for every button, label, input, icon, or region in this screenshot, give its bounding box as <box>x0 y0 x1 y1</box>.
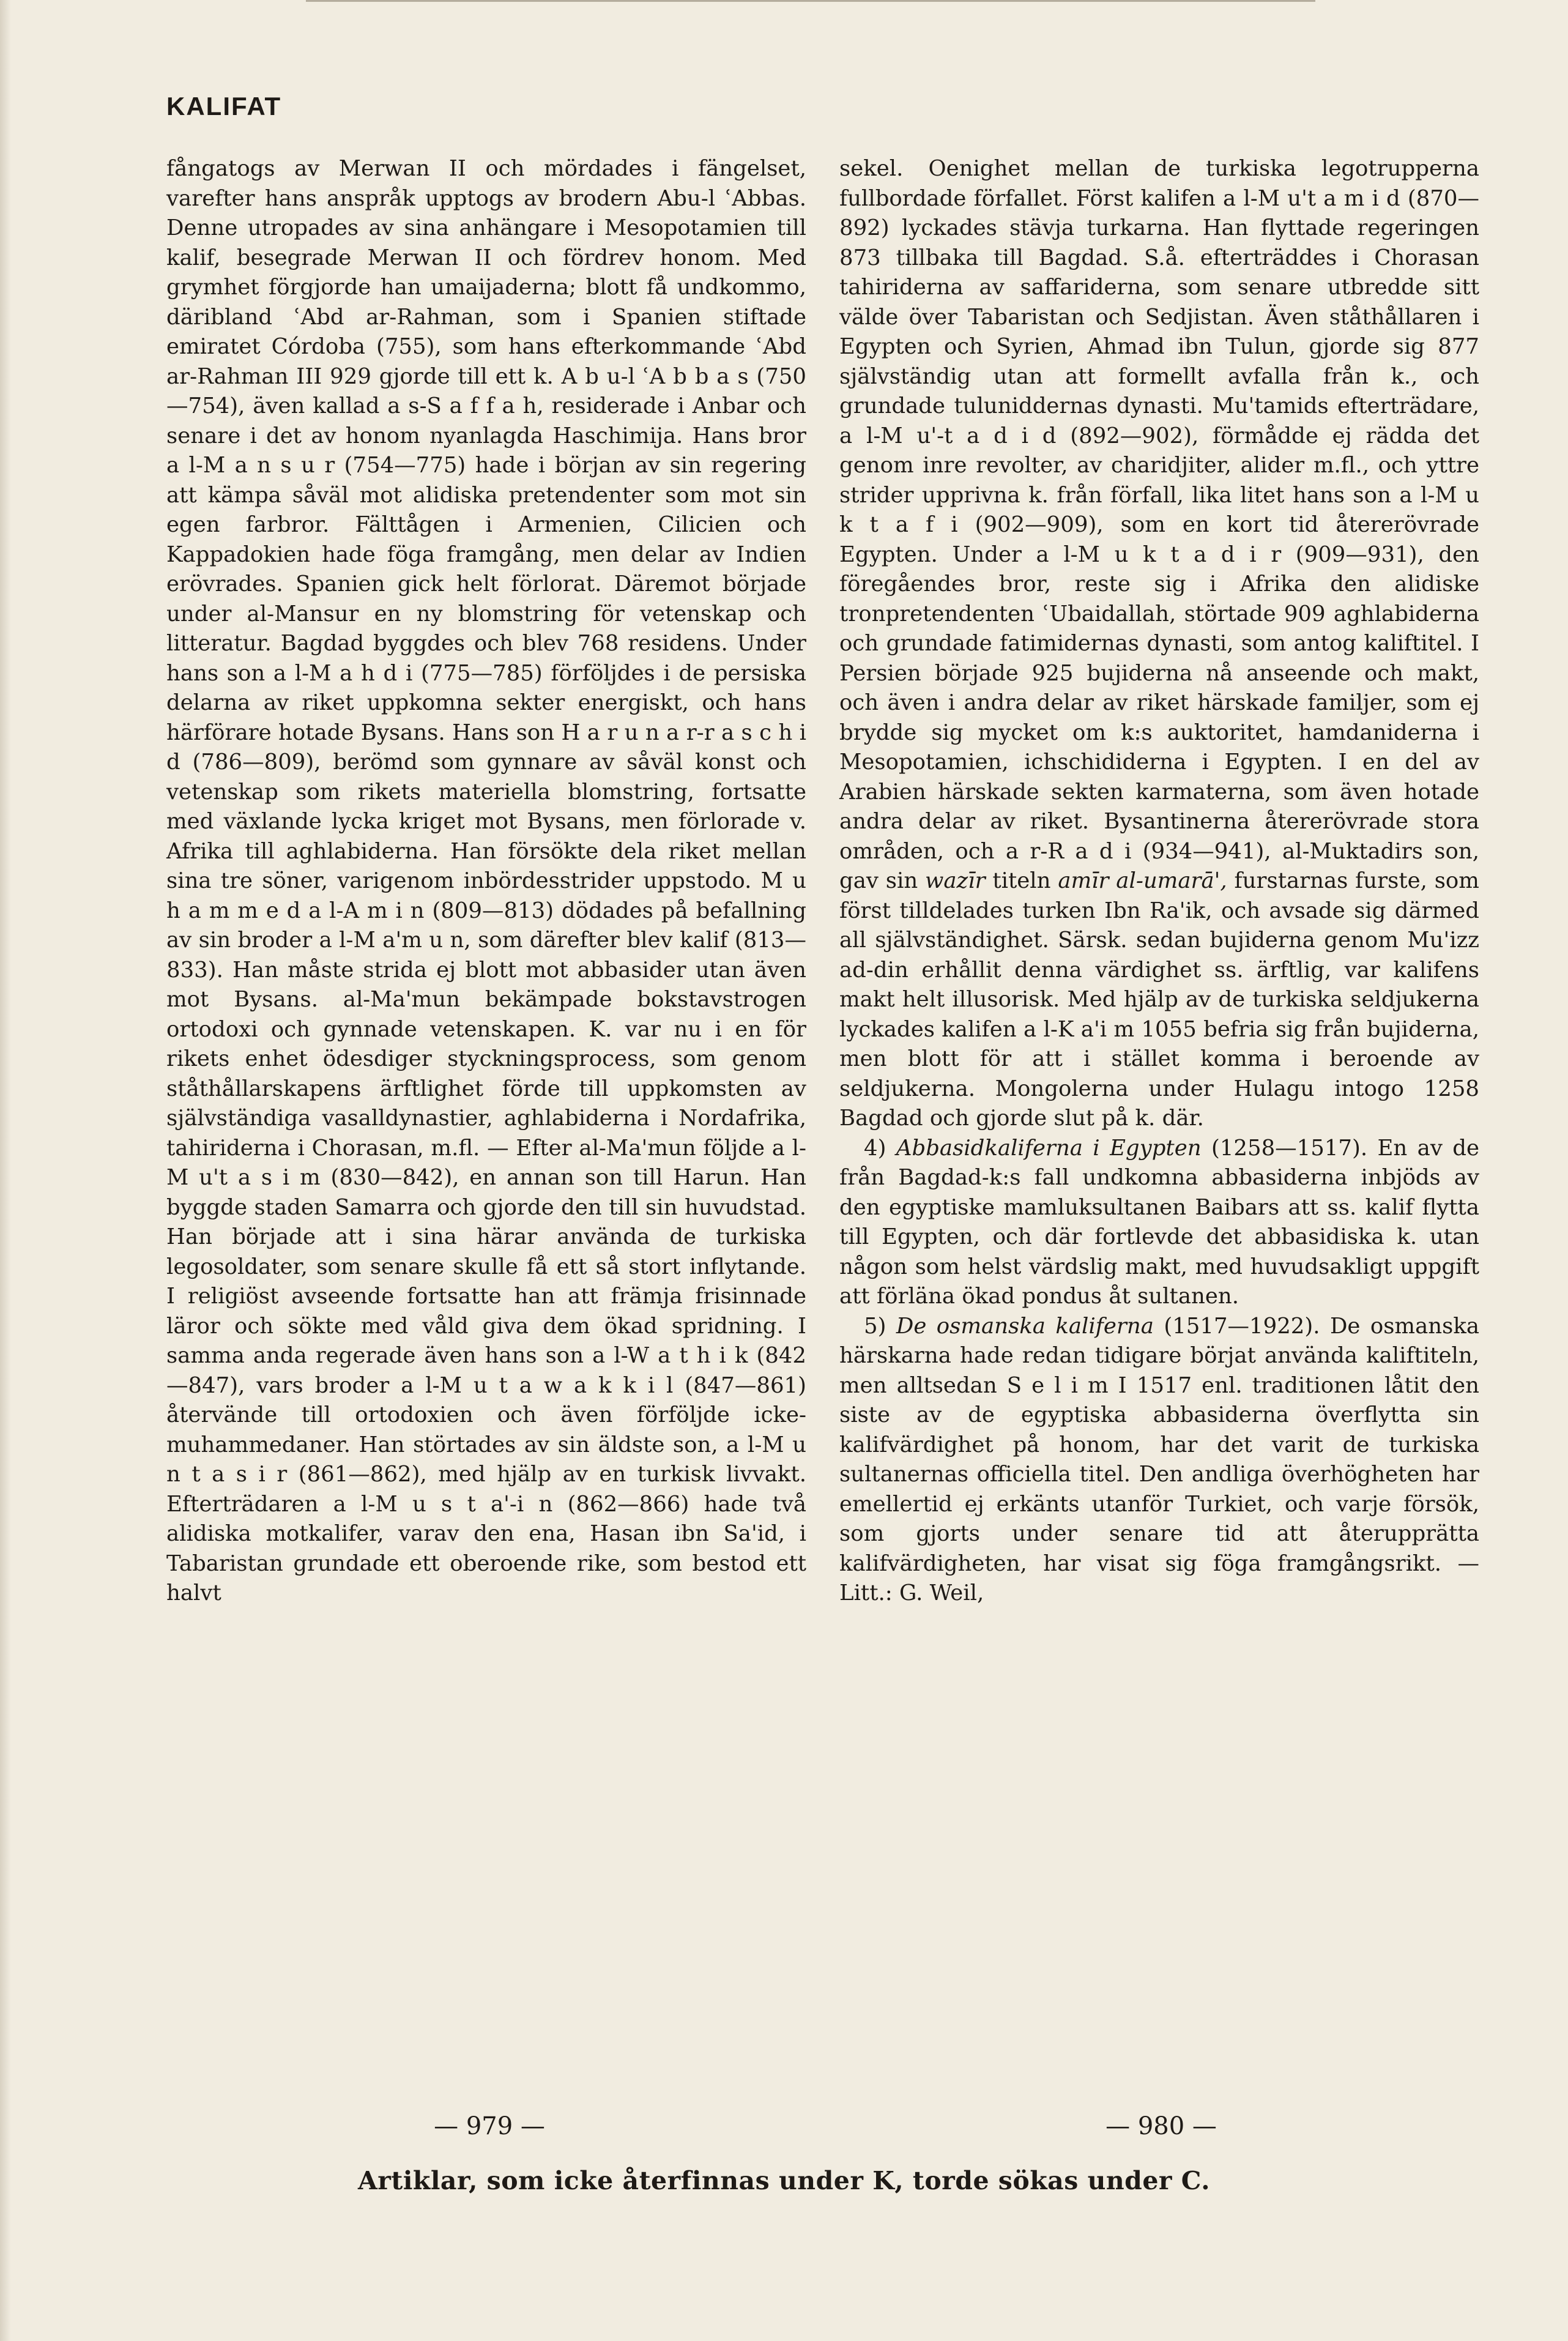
section-heading-osman: De osmanska kaliferna <box>896 1313 1154 1339</box>
column-right-paragraph-3 <box>839 1312 1479 1609</box>
term-wazir: wazīr <box>925 868 986 893</box>
text-column-left <box>166 154 806 2063</box>
text-column-right <box>839 154 1479 2063</box>
section-number-4: 4) <box>864 1135 886 1161</box>
column-right-text-1b: titeln <box>992 868 1051 893</box>
top-rule <box>306 0 1315 2</box>
column-right-text-1c: furstarnas furste, som först tilldelades turken Ibn Ra'ik, och avsade sig därmed all självständighet. Särsk. sedan bujiderna genom Mu'izz ad-din erhållit denna värdighet ss. ärftlig, var kalifens makt helt illusorisk. Med hjälp av de turkiska seldjukerna lyckades kalifen a l-K a'i m 1055 befria sig från bujiderna, men blott för att i stället komma i beroende av seldjukerna. Mongolerna under Hulagu intogo 1258 Bagdad och gjorde slut på k. där. <box>839 868 1479 1131</box>
section-number-5: 5) <box>864 1313 886 1339</box>
footer-note: Artiklar, som icke återfinnas under K, torde sökas under C. <box>357 2166 1210 2195</box>
section-body-osman: (1517—1922). De osmanska härskarna hade redan tidigare börjat använda kaliftiteln, men alltsedan S e l i m I 1517 enl. traditionen låtit den siste av de egyptiska abbasiderna överflytta sin kalifvärdighet på honom, har det varit de turkiska sultanernas officiella titel. Den andliga överhögheten har emellertid ej erkänts utanför Turkiet, och varje försök, som gjorts under senare tid att återupprätta kalifvärdigheten, har visat sig föga framgångsrikt. — Litt.: G. Weil, <box>839 1313 1480 1606</box>
page-number-right: — 980 — <box>1105 2112 1217 2140</box>
running-head: KALIFAT <box>166 92 282 121</box>
term-amir: amīr al-umarā', <box>1058 868 1227 893</box>
page-edge <box>0 0 11 2341</box>
page-number-left: — 979 — <box>434 2112 545 2140</box>
column-right-text-1: sekel. Oenighet mellan de turkiska legotrupperna fullbordade förfallet. Först kalifen a l-M u't a m i d (870—892) lyckades stävja turkarna. Han flyttade regeringen 873 tillbaka till Bagdad. S.å. efterträddes i Chorasan tahiriderna av saffariderna, som senare utbredde sitt välde över Tabaristan och Sedjistan. Även ståthållaren i Egypten och Syrien, Ahmad ibn Tulun, gjorde sig 877 självständig utan att formellt avfalla från k., och grundade tuluniddernas dynasti. Mu'tamids efterträdare, a l-M u'-t a d i d (892—902), förmådde ej rädda det genom inre revolter, av charidjiter, alider m.fl., och yttre strider upprivna k. från förfall, lika litet hans son a l-M u k t a f i (902—909), som en kort tid återerövrade Egypten. Under a l-M u k t a d i r (909—931), den föregåendes bror, reste sig i Afrika den alidiske tronpretendenten ʿUbaidallah, störtade 909 aghlabiderna och grundade fatimidernas dynasti, som antog kaliftitel. I Persien började 925 bujiderna nå anseende och makt, och även i andra delar av riket härskade familjer, som ej brydde sig mycket om k:s auktoritet, hamdaniderna i Mesopotamien, ichschididerna i Egypten. I en del av Arabien härskade sekten karmaterna, som även hotade andra delar av riket. Bysantinerna återerövrade stora områden, och a r-R a d i (934—941), al-Muktadirs son, gav sin <box>839 156 1479 893</box>
column-left-text: fångatogs av Merwan II och mördades i fängelset, varefter hans anspråk upptogs av brodern Abu-l ʿAbbas. Denne utropades av sina anhängare i Mesopotamien till kalif, besegrade Merwan II och fördrev honom. Med grymhet förgjorde han umaijaderna; blott få undkommo, däribland ʿAbd ar-Rahman, som i Spanien stiftade emiratet Córdoba (755), som hans efterkommande ʿAbd ar-Rahman III 929 gjorde till ett k. A b u-l ʿA b b a s (750—754), även kallad a s-S a f f a h, residerade i Anbar och senare i det av honom nyanlagda Haschimija. Hans bror a l-M a n s u r (754—775) hade i början av sin regering att kämpa såväl mot alidiska pretendenter som mot sin egen farbror. Fälttågen i Armenien, Cilicien och Kappadokien hade föga framgång, men delar av Indien erövrades. Spanien gick helt förlorat. Däremot började under al-Mansur en ny blomstring för vetenskap och litteratur. Bagdad byggdes och blev 768 residens. Under hans son a l-M a h d i (775—785) förföljdes i de persiska delarna av riket uppkomna sekter energiskt, och hans härförare hotade Bysans. Hans son H a r u n a r-r a s c h i d (786—809), berömd som gynnare av såväl konst och vetenskap som rikets materiella blomstring, fortsatte med växlande lycka kriget mot Bysans, men förlorade v. Afrika till aghlabiderna. Han försökte dela riket mellan sina tre söner, varigenom inbördesstrider uppstodo. M u h a m m e d a l-A m i n (809—813) dödades på befallning av sin broder a l-M a'm u n, som därefter blev kalif (813—833). Han måste strida ej blott mot abbasider utan även mot Bysans. al-Ma'mun bekämpade bokstavstrogen ortodoxi och gynnade vetenskapen. K. var nu i en för rikets enhet ödesdiger styckningsprocess, som genom ståthållarskapens ärftlighet förde till uppkomsten av självständiga vasalldynastier, aghlabiderna i Nordafrika, tahiriderna i Chorasan, m.fl. — Efter al-Ma'mun följde a l-M u't a s i m (830—842), en annan son till Harun. Han byggde staden Samarra och gjorde den till sin huvudstad. Han började att i sina härar använda de turkiska legosoldater, som senare skulle få ett så stort inflytande. I religiöst avseende fortsatte han att främja frisinnade läror och sökte med våld giva dem ökad spridning. I samma anda regerade även hans son a l-W a t h i k (842—847), vars broder a l-M u t a w a k k i l (847—861) återvände till ortodoxien och även förföljde icke-muhammedaner. Han störtades av sin äldste son, a l-M u n t a s i r (861—862), med hjälp av en turkisk livvakt. Efterträdaren a l-M u s t a'-i n (862—866) hade två alidiska motkalifer, varav den ena, Hasan ibn Sa'id, i Tabaristan grundade ett oberoende rike, som bestod ett halvt <box>166 156 806 1606</box>
section-heading-egypt: Abbasidkaliferna i Egypten <box>896 1135 1202 1161</box>
column-right-paragraph-2 <box>839 1134 1479 1312</box>
column-right-paragraph-1 <box>839 154 1479 1134</box>
section-body-egypt: (1258—1517). En av de från Bagdad-k:s fall undkomna abbasiderna inbjöds av den egyptiske mamluksultanen Baibars att ss. kalif flytta till Egypten, och där fortlevde det abbasidiska k. utan någon som helst värdslig makt, med huvudsakligt uppgift att förläna ökad pondus åt sultanen. <box>839 1135 1480 1309</box>
